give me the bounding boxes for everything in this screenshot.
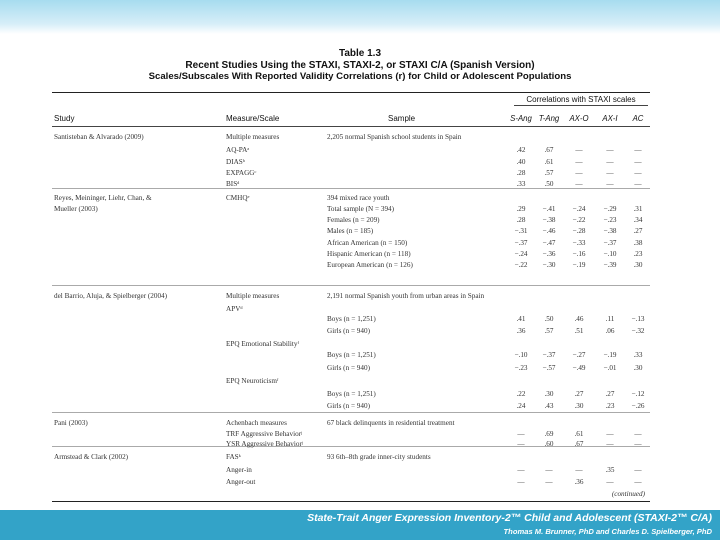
correlation-value: −.27 [572,351,586,359]
table-row [52,132,650,142]
sample-cell: African American (n = 150) [327,239,408,247]
correlation-value: −.37 [514,239,528,247]
correlation-value: .60 [544,440,554,448]
correlation-value: .36 [516,327,526,335]
correlation-value: .33 [516,180,526,188]
measure-cell: Multiple measures [226,133,280,141]
correlation-value: .33 [633,351,643,359]
correlation-value: −.37 [603,239,617,247]
table-row [52,439,650,449]
correlation-value: .06 [605,327,615,335]
correlation-value: −.46 [542,227,556,235]
measure-cell: YSR Aggressive Behaviorʲ [226,440,303,448]
correlation-value: .43 [544,402,554,410]
footer-authors: Thomas M. Brunner, PhD and Charles D. Spielberger, PhD [503,527,712,536]
correlation-value: .27 [633,227,643,235]
correlation-value: −.19 [572,261,586,269]
correlation-value: −.28 [572,227,586,235]
continued-note: (continued) [611,490,645,498]
header-ax-i: AX-I [602,114,618,123]
correlation-value: −.26 [631,402,645,410]
table-row [52,179,650,189]
study-cell: Mueller (2003) [54,205,98,213]
correlation-value: −.37 [542,351,556,359]
measure-cell: Anger-out [226,478,256,486]
header-study: Study [54,114,75,123]
correlation-value: — [517,478,525,486]
correlation-value: −.49 [572,364,586,372]
correlation-value: −.22 [572,216,586,224]
correlation-value: — [634,169,642,177]
correlation-value: .67 [544,146,554,154]
table-row [52,452,650,462]
study-cell: Reyes, Meininger, Liehr, Chan, & [54,194,152,202]
correlation-value: — [575,466,583,474]
correlation-value: — [634,146,642,154]
sample-cell: Females (n = 209) [327,216,380,224]
correlation-value: −.38 [542,216,556,224]
top-header-band [0,0,720,34]
table-row [52,226,650,236]
header-ac: AC [632,114,644,123]
table-number: Table 1.3 [338,48,382,59]
correlation-value: — [606,440,614,448]
correlation-value: .11 [605,315,615,323]
measure-cell: CMHQᵉ [226,194,250,202]
correlation-value: −.01 [603,364,617,372]
sample-cell: Boys (n = 1,251) [327,390,376,398]
correlation-value: — [517,440,525,448]
sample-cell: Males (n = 185) [327,227,374,235]
correlation-value: −.10 [514,351,528,359]
measure-cell: DIASᵇ [226,158,245,166]
table-body [52,127,650,501]
measure-cell: TRF Aggressive Behaviorʲ [226,430,303,438]
header-ax-o: AX-O [569,114,589,123]
sample-cell: 394 mixed race youth [327,194,390,202]
measure-cell: BISᵈ [226,180,240,188]
section-divider [52,412,650,413]
table-row [52,215,650,225]
correlation-value: .22 [516,390,526,398]
sample-cell: Boys (n = 1,251) [327,315,376,323]
sample-cell: Girls (n = 940) [327,364,370,372]
correlation-value: — [606,146,614,154]
header-t-ang: T-Ang [538,114,560,123]
correlation-value: .41 [516,315,526,323]
table-row [52,350,650,360]
correlation-value: .27 [574,390,584,398]
table-row [52,168,650,178]
correlation-value: .57 [544,169,554,177]
correlation-value: −.29 [603,205,617,213]
header-measure: Measure/Scale [226,114,280,123]
correlation-value: — [606,180,614,188]
correlation-value: — [575,169,583,177]
table-row [52,418,650,428]
correlation-value: — [634,440,642,448]
correlation-value: — [634,466,642,474]
correlation-value: −.12 [631,390,645,398]
table-row [52,249,650,259]
table-row [52,204,650,214]
correlation-value: .46 [574,315,584,323]
study-cell: del Barrio, Aluja, & Spielberger (2004) [54,292,168,300]
correlation-value: — [634,430,642,438]
measure-cell: EPQ Neuroticismᶠ [226,377,279,385]
header-correlations: Correlations with STAXI scales [514,95,648,106]
correlation-value: −.22 [514,261,528,269]
study-cell: Pani (2003) [54,419,88,427]
correlation-value: .50 [544,315,554,323]
table-row [52,157,650,167]
correlation-value: — [634,180,642,188]
table-row [52,238,650,248]
correlation-value: — [517,430,525,438]
correlation-value: .24 [516,402,526,410]
correlation-value: .35 [605,466,615,474]
sample-cell: 2,191 normal Spanish youth from urban areas in Spain [327,292,485,300]
correlation-value: .29 [516,205,526,213]
measure-cell: FASᵏ [226,453,241,461]
sample-cell: European American (n = 126) [327,261,413,269]
correlation-value: .57 [544,327,554,335]
footer-title: State-Trait Anger Expression Inventory-2™ Child and Adolescent (STAXI-2™ C/A) [307,512,712,524]
table-row [52,389,650,399]
correlation-value: −.41 [542,205,556,213]
table-row [52,477,650,487]
sample-cell: Hispanic American (n = 118) [327,250,411,258]
study-cell: Santisteban & Alvarado (2009) [54,133,144,141]
correlation-value: .67 [574,440,584,448]
correlation-value: −.39 [603,261,617,269]
correlation-value: .31 [633,205,643,213]
table-row [52,363,650,373]
table-row [52,193,650,203]
correlation-value: .30 [544,390,554,398]
sample-cell: Girls (n = 940) [327,327,370,335]
measure-cell: AQ-PAᵃ [226,146,250,154]
correlation-value: −.33 [572,239,586,247]
sample-cell: Boys (n = 1,251) [327,351,376,359]
sample-cell: 93 6th–8th grade inner-city students [327,453,431,461]
measure-cell: Multiple measures [226,292,280,300]
table-header-row [52,93,650,127]
correlation-value: .42 [516,146,526,154]
correlation-value: .51 [574,327,584,335]
measure-cell: Anger-in [226,466,252,474]
correlation-value: — [634,478,642,486]
correlation-value: −.19 [603,351,617,359]
correlation-value: .61 [544,158,554,166]
correlation-value: −.10 [603,250,617,258]
correlation-value: .27 [605,390,615,398]
correlation-value: .38 [633,239,643,247]
correlation-value: −.23 [514,364,528,372]
correlation-value: — [575,158,583,166]
correlation-value: −.36 [542,250,556,258]
correlation-value: .69 [544,430,554,438]
table-row [52,304,650,314]
table-row [52,401,650,411]
correlation-value: — [575,146,583,154]
correlation-value: .61 [574,430,584,438]
correlation-value: .23 [633,250,643,258]
correlation-value: — [606,430,614,438]
sample-cell: Total sample (N = 394) [327,205,395,213]
correlation-value: .23 [605,402,615,410]
correlation-value: −.38 [603,227,617,235]
sample-cell: 67 black delinquents in residential treatment [327,419,455,427]
measure-cell: EPQ Emotional Stabilityᶠ [226,340,299,348]
correlation-value: −.31 [514,227,528,235]
table-row [52,314,650,324]
correlation-value: — [606,478,614,486]
correlation-value: — [575,180,583,188]
correlation-value: .34 [633,216,643,224]
correlation-value: .28 [516,216,526,224]
table-row [52,339,650,349]
section-divider [52,285,650,286]
table-row [52,326,650,336]
header-sample: Sample [388,114,416,123]
measure-cell: APVᵈ [226,305,243,313]
table-row [52,291,650,301]
correlation-value: .40 [516,158,526,166]
table-caption [40,48,680,83]
measure-cell: Achenbach measures [226,419,287,427]
table-row [52,145,650,155]
correlation-value: — [545,478,553,486]
measure-cell: EXPAGGᶜ [226,169,257,177]
correlation-value: .36 [574,478,584,486]
correlation-value: — [634,158,642,166]
study-cell: Armstead & Clark (2002) [54,453,129,461]
table-row [52,465,650,475]
correlation-value: — [606,169,614,177]
sample-cell: Girls (n = 940) [327,402,370,410]
correlation-value: −.30 [542,261,556,269]
header-s-ang: S-Ang [510,114,532,123]
table-title: Recent Studies Using the STAXI, STAXI-2, or STAXI C/A (Spanish Version) [185,59,535,71]
correlation-value: .30 [633,261,643,269]
correlation-value: −.57 [542,364,556,372]
correlation-value: −.24 [572,205,586,213]
table-row [52,376,650,386]
correlation-value: −.23 [603,216,617,224]
correlation-value: −.32 [631,327,645,335]
correlation-value: — [517,466,525,474]
correlation-value: −.24 [514,250,528,258]
correlation-value: −.13 [631,315,645,323]
correlation-value: — [606,158,614,166]
correlation-value: −.16 [572,250,586,258]
correlation-value: .30 [633,364,643,372]
table-row [52,429,650,439]
table-row [52,260,650,270]
validity-table [52,92,650,502]
correlation-value: .30 [574,402,584,410]
correlation-value: −.47 [542,239,556,247]
correlation-value: .28 [516,169,526,177]
table-subtitle: Scales/Subscales With Reported Validity Correlations (r) for Child or Adolescent Populations [148,71,572,82]
correlation-value: — [545,466,553,474]
correlation-value: .50 [544,180,554,188]
sample-cell: 2,205 normal Spanish school students in Spain [327,133,462,141]
